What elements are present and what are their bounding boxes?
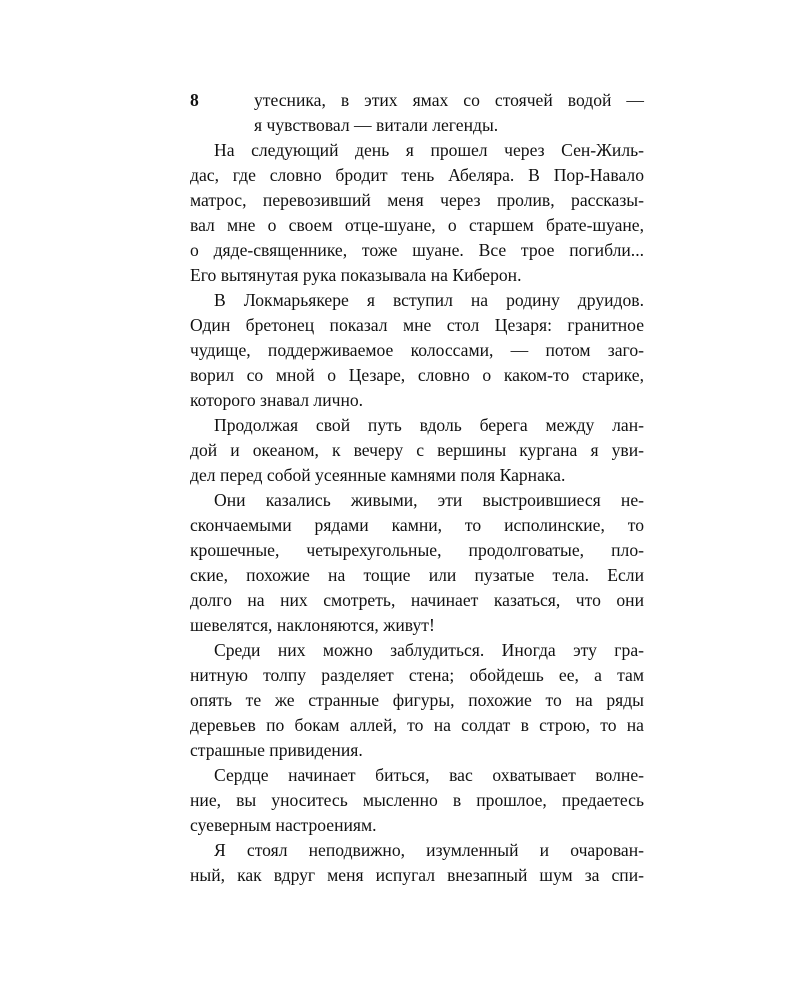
book-page — [190, 88, 644, 888]
paragraph — [190, 413, 644, 488]
continuation-text — [190, 88, 644, 138]
text-line: ские, похожие на тощие или пузатые тела. Если — [190, 565, 644, 585]
page-number: 8 — [190, 90, 199, 110]
text-line: Я стоял неподвижно, изумленный и очарован- — [214, 840, 644, 860]
text-line: Они казались живыми, эти выстроившиеся не- — [214, 490, 644, 510]
text-line: шевелятся, наклоняются, живут! — [190, 615, 435, 635]
text-line: скончаемыми рядами камни, то исполинские, то — [190, 515, 644, 535]
text-line: я чувствовал — витали легенды. — [254, 115, 499, 135]
text-line: ние, вы уноситесь мысленно в прошлое, предаетесь — [190, 790, 644, 810]
paragraph — [190, 638, 644, 763]
text-line: о дяде-священнике, тоже шуане. Все трое погибли... — [190, 240, 644, 260]
text-line: страшные привидения. — [190, 740, 363, 760]
text-line: суеверным настроениям. — [190, 815, 377, 835]
body-text — [190, 138, 644, 888]
text-line: опять те же странные фигуры, похожие то на ряды — [190, 690, 644, 710]
text-line: нитную толпу разделяет стена; обойдешь ее, а там — [190, 665, 644, 685]
text-line: В Локмарьякере я вступил на родину друидов. — [214, 290, 644, 310]
text-line: Продолжая свой путь вдоль берега между лан- — [214, 415, 644, 435]
text-line: дел перед собой усеянные камнями поля Карнака. — [190, 465, 566, 485]
text-line: ный, как вдруг меня испугал внезапный шум за спи- — [190, 865, 644, 885]
paragraph — [190, 138, 644, 288]
text-line: которого знавал лично. — [190, 390, 364, 410]
paragraph — [190, 763, 644, 838]
text-line: деревьев по бокам аллей, то на солдат в строю, то на — [190, 715, 644, 735]
paragraph — [190, 288, 644, 413]
text-line: Один бретонец показал мне стол Цезаря: гранитное — [190, 315, 644, 335]
paragraph — [190, 488, 644, 638]
text-line: утесника, в этих ямах со стоячей водой — — [254, 90, 644, 110]
text-line: Среди них можно заблудиться. Иногда эту гра- — [214, 640, 644, 660]
text-line: матрос, перевозивший меня через пролив, рассказы- — [190, 190, 644, 210]
text-line: вал мне о своем отце-шуане, о старшем брате-шуане, — [190, 215, 644, 235]
text-line: чудище, поддерживаемое колоссами, — потом заго- — [190, 340, 644, 360]
first-row — [190, 88, 644, 135]
paragraph — [190, 838, 644, 888]
text-line: ворил со мной о Цезаре, словно о каком-то старике, — [190, 365, 644, 385]
text-line: долго на них смотреть, начинает казаться, что они — [190, 590, 644, 610]
text-line: крошечные, четырехугольные, продолговатые, пло- — [190, 540, 644, 560]
text-line: На следующий день я прошел через Сен-Жиль- — [214, 140, 644, 160]
text-line: Его вытянутая рука показывала на Киберон. — [190, 265, 522, 285]
text-line: дой и океаном, к вечеру с вершины кургана я уви- — [190, 440, 644, 460]
text-line: Сердце начинает биться, вас охватывает волне- — [214, 765, 644, 785]
text-line: дас, где словно бродит тень Абеляра. В Пор-Навало — [190, 165, 644, 185]
